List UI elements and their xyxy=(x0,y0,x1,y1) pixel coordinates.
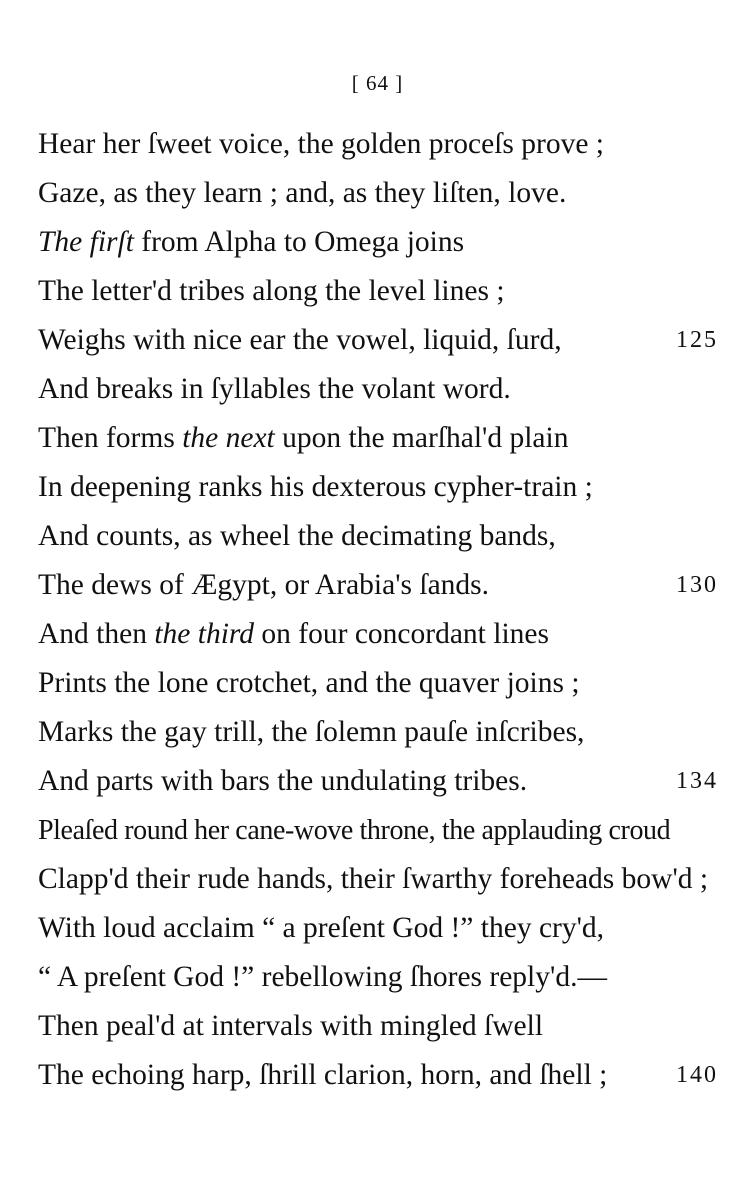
poem-line-text xyxy=(38,512,556,561)
poem-line xyxy=(38,414,718,463)
poem-line-text xyxy=(38,904,604,953)
poem-line xyxy=(38,365,718,414)
poem-line-text xyxy=(38,610,549,659)
text-segment: Pleaſed round her cane-wove throne, the applauding croud xyxy=(38,815,671,846)
text-segment: In deepening ranks his dexterous cypher-train ; xyxy=(38,471,593,503)
text-segment: Then forms xyxy=(38,422,183,454)
poem-line-text xyxy=(38,218,464,267)
poem-line xyxy=(38,904,718,953)
text-segment: from Alpha to Omega joins xyxy=(133,226,465,258)
poem-line xyxy=(38,218,718,267)
poem-line-text xyxy=(38,561,489,610)
line-number: 125 xyxy=(676,327,718,353)
text-segment: Marks the gay trill, the ſolemn pauſe inſcribes, xyxy=(38,716,585,748)
poem-line-text xyxy=(38,365,511,414)
poem-line-text xyxy=(38,414,568,463)
poem-line-text xyxy=(38,1002,543,1051)
italic-phrase: The firſt xyxy=(38,226,134,258)
text-segment: upon the marſhal'd plain xyxy=(274,422,569,454)
poem-line-text xyxy=(38,316,562,365)
poem-line xyxy=(38,855,718,904)
text-segment: Prints the lone crotchet, and the quaver joins ; xyxy=(38,667,580,699)
poem-line-text xyxy=(38,659,580,708)
poem-line xyxy=(38,953,718,1002)
text-segment: With loud acclaim “ a preſent God !” they cry'd, xyxy=(38,912,605,944)
text-segment: The letter'd tribes along the level lines ; xyxy=(38,275,505,307)
text-segment: Then peal'd at intervals with mingled ſwell xyxy=(38,1010,544,1042)
poem-line xyxy=(38,708,718,757)
italic-phrase: the third xyxy=(154,618,255,650)
text-segment: And then xyxy=(38,618,155,650)
text-segment: Weighs with nice ear the vowel, liquid, ſurd, xyxy=(38,324,562,356)
poem-line-text xyxy=(38,463,593,512)
text-segment: Gaze, as they learn ; and, as they liſten, love. xyxy=(38,177,567,209)
poem-line xyxy=(38,659,718,708)
poem-line-text xyxy=(38,169,566,218)
poem-line xyxy=(38,561,718,610)
poem-line xyxy=(38,169,718,218)
italic-phrase: the next xyxy=(182,422,275,454)
poem-line-text xyxy=(38,120,604,169)
line-number: 140 xyxy=(676,1062,718,1088)
text-segment: Hear her ſweet voice, the golden proceſs prove ; xyxy=(38,128,605,160)
poem-line xyxy=(38,757,718,806)
page-number xyxy=(0,70,755,97)
poem-line xyxy=(38,463,718,512)
text-segment: The echoing harp, ſhrill clarion, horn, and ſhell ; xyxy=(38,1059,608,1091)
poem-line-text xyxy=(38,806,670,855)
text-segment: And counts, as wheel the decimating bands, xyxy=(38,520,556,552)
poem-line-text xyxy=(38,953,607,1002)
poem-line xyxy=(38,1002,718,1051)
text-segment: on four concordant lines xyxy=(254,618,549,650)
poem-line-text xyxy=(38,855,708,904)
text-segment: And breaks in ſyllables the volant word. xyxy=(38,373,511,405)
text-segment: The dews of Ægypt, or Arabia's ſands. xyxy=(38,569,490,601)
poem-line xyxy=(38,1051,718,1100)
page-number-text: [ 64 ] xyxy=(351,71,404,95)
poem-line xyxy=(38,512,718,561)
poem-line-text xyxy=(38,757,527,806)
poem-line xyxy=(38,610,718,659)
text-segment: “ A preſent God !” rebellowing ſhores reply'd.— xyxy=(38,961,607,993)
line-number: 134 xyxy=(676,768,718,794)
poem-line xyxy=(38,120,718,169)
poem-line xyxy=(38,316,718,365)
text-segment: Clapp'd their rude hands, their ſwarthy foreheads bow'd ; xyxy=(38,863,709,895)
text-segment: And parts with bars the undulating tribes. xyxy=(38,765,528,797)
poem-line xyxy=(38,267,718,316)
poem-line-text xyxy=(38,267,505,316)
poem-line-text xyxy=(38,1051,607,1100)
line-number: 130 xyxy=(676,572,718,598)
poem-line-text xyxy=(38,708,584,757)
poem-line xyxy=(38,806,718,855)
poem-text xyxy=(38,120,718,1100)
